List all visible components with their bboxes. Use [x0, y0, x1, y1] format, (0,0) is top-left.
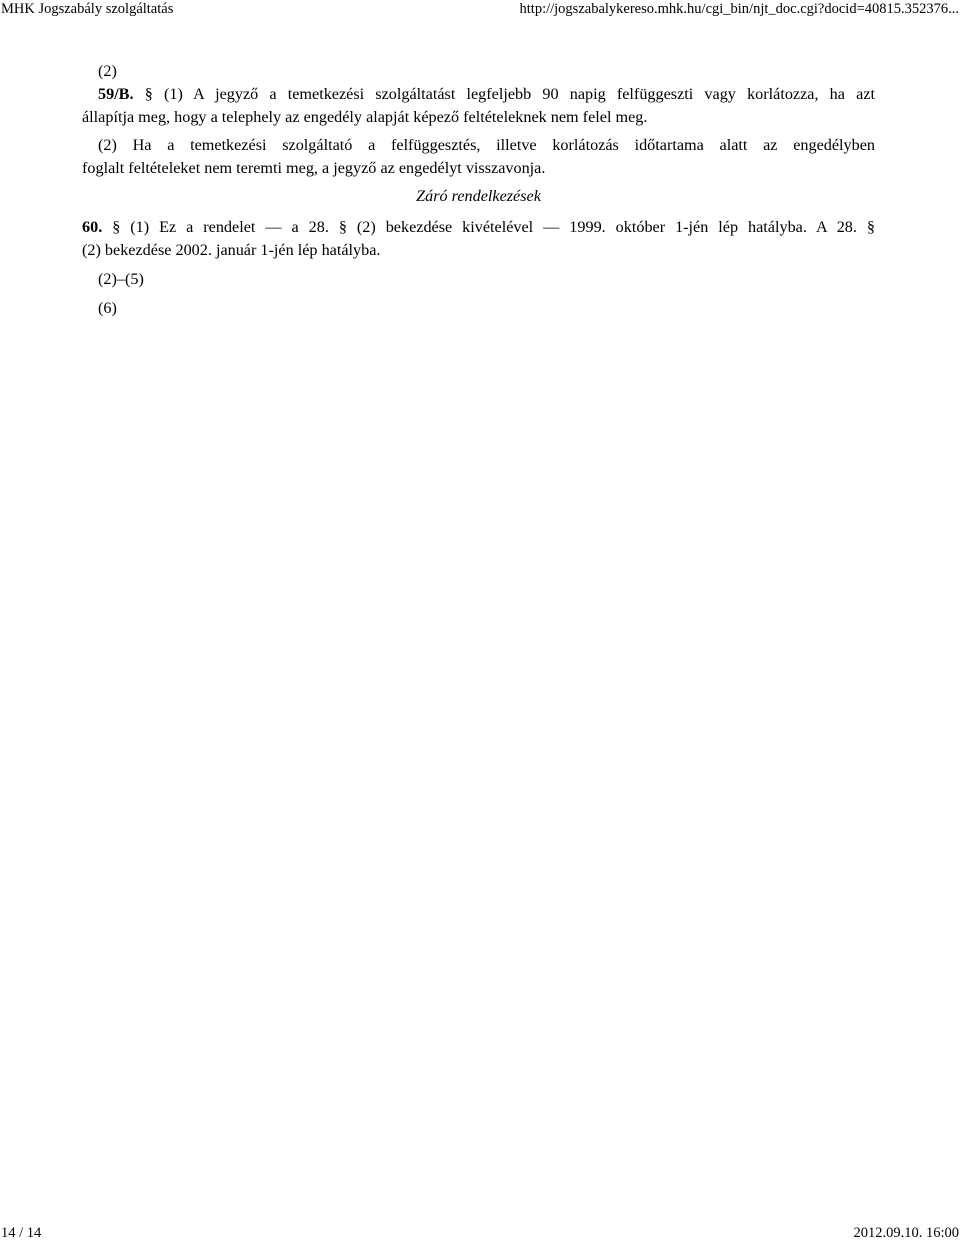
- section-60-line2: (2) bekezdése 2002. január 1-jén lép hatályba.: [82, 240, 381, 259]
- print-datetime: 2012.09.10. 16:00: [853, 1225, 959, 1241]
- section-59b-para2-line2: foglalt feltételeket nem teremti meg, a jegyző az engedélyt visszavonja.: [82, 159, 546, 178]
- paragraph-2-top: (2): [98, 62, 117, 80]
- section-59b-number: 59/B.: [98, 85, 134, 104]
- header-title: MHK Jogszabály szolgáltatás: [1, 1, 174, 17]
- section-symbol-icon: §: [338, 217, 347, 236]
- section-59b-line2: állapítja meg, hogy a telephely az engedély alapját képező feltételeknek nem felel meg.: [82, 108, 648, 127]
- section-59b-line1: [82, 83, 875, 106]
- section-59b-text: (1) A jegyző a temetkezési szolgáltatást legfeljebb 90 napig felfüggeszti vagy korlátozza, ha azt: [152, 85, 875, 104]
- section-symbol-icon: §: [144, 85, 153, 104]
- page-header: [0, 0, 960, 24]
- page-number: 14 / 14: [1, 1225, 42, 1241]
- section-symbol-icon: §: [112, 217, 121, 236]
- section-heading: Záró rendelkezések: [416, 186, 541, 205]
- section-59b-para2-line1: (2) Ha a temetkezési szolgáltató a felfüggesztés, illetve korlátozás időtartama alatt az engedélyben: [98, 136, 875, 155]
- header-url[interactable]: http://jogszabalykereso.mhk.hu/cgi_bin/njt_doc.cgi?docid=40815.352376...: [519, 1, 959, 17]
- paragraph-2-5: (2)–(5): [98, 270, 144, 289]
- document-body: [82, 60, 875, 321]
- section-60-number: 60.: [82, 217, 103, 236]
- section-60-line1: [82, 216, 875, 239]
- section-60-text-b: (2) bekezdése kivételével — 1999. október 1-jén lép hatályba. A 28.: [346, 217, 867, 236]
- section-symbol-icon: §: [866, 217, 876, 236]
- section-60-text-a: (1) Ez a rendelet — a 28.: [120, 217, 339, 236]
- paragraph-6: (6): [98, 299, 117, 318]
